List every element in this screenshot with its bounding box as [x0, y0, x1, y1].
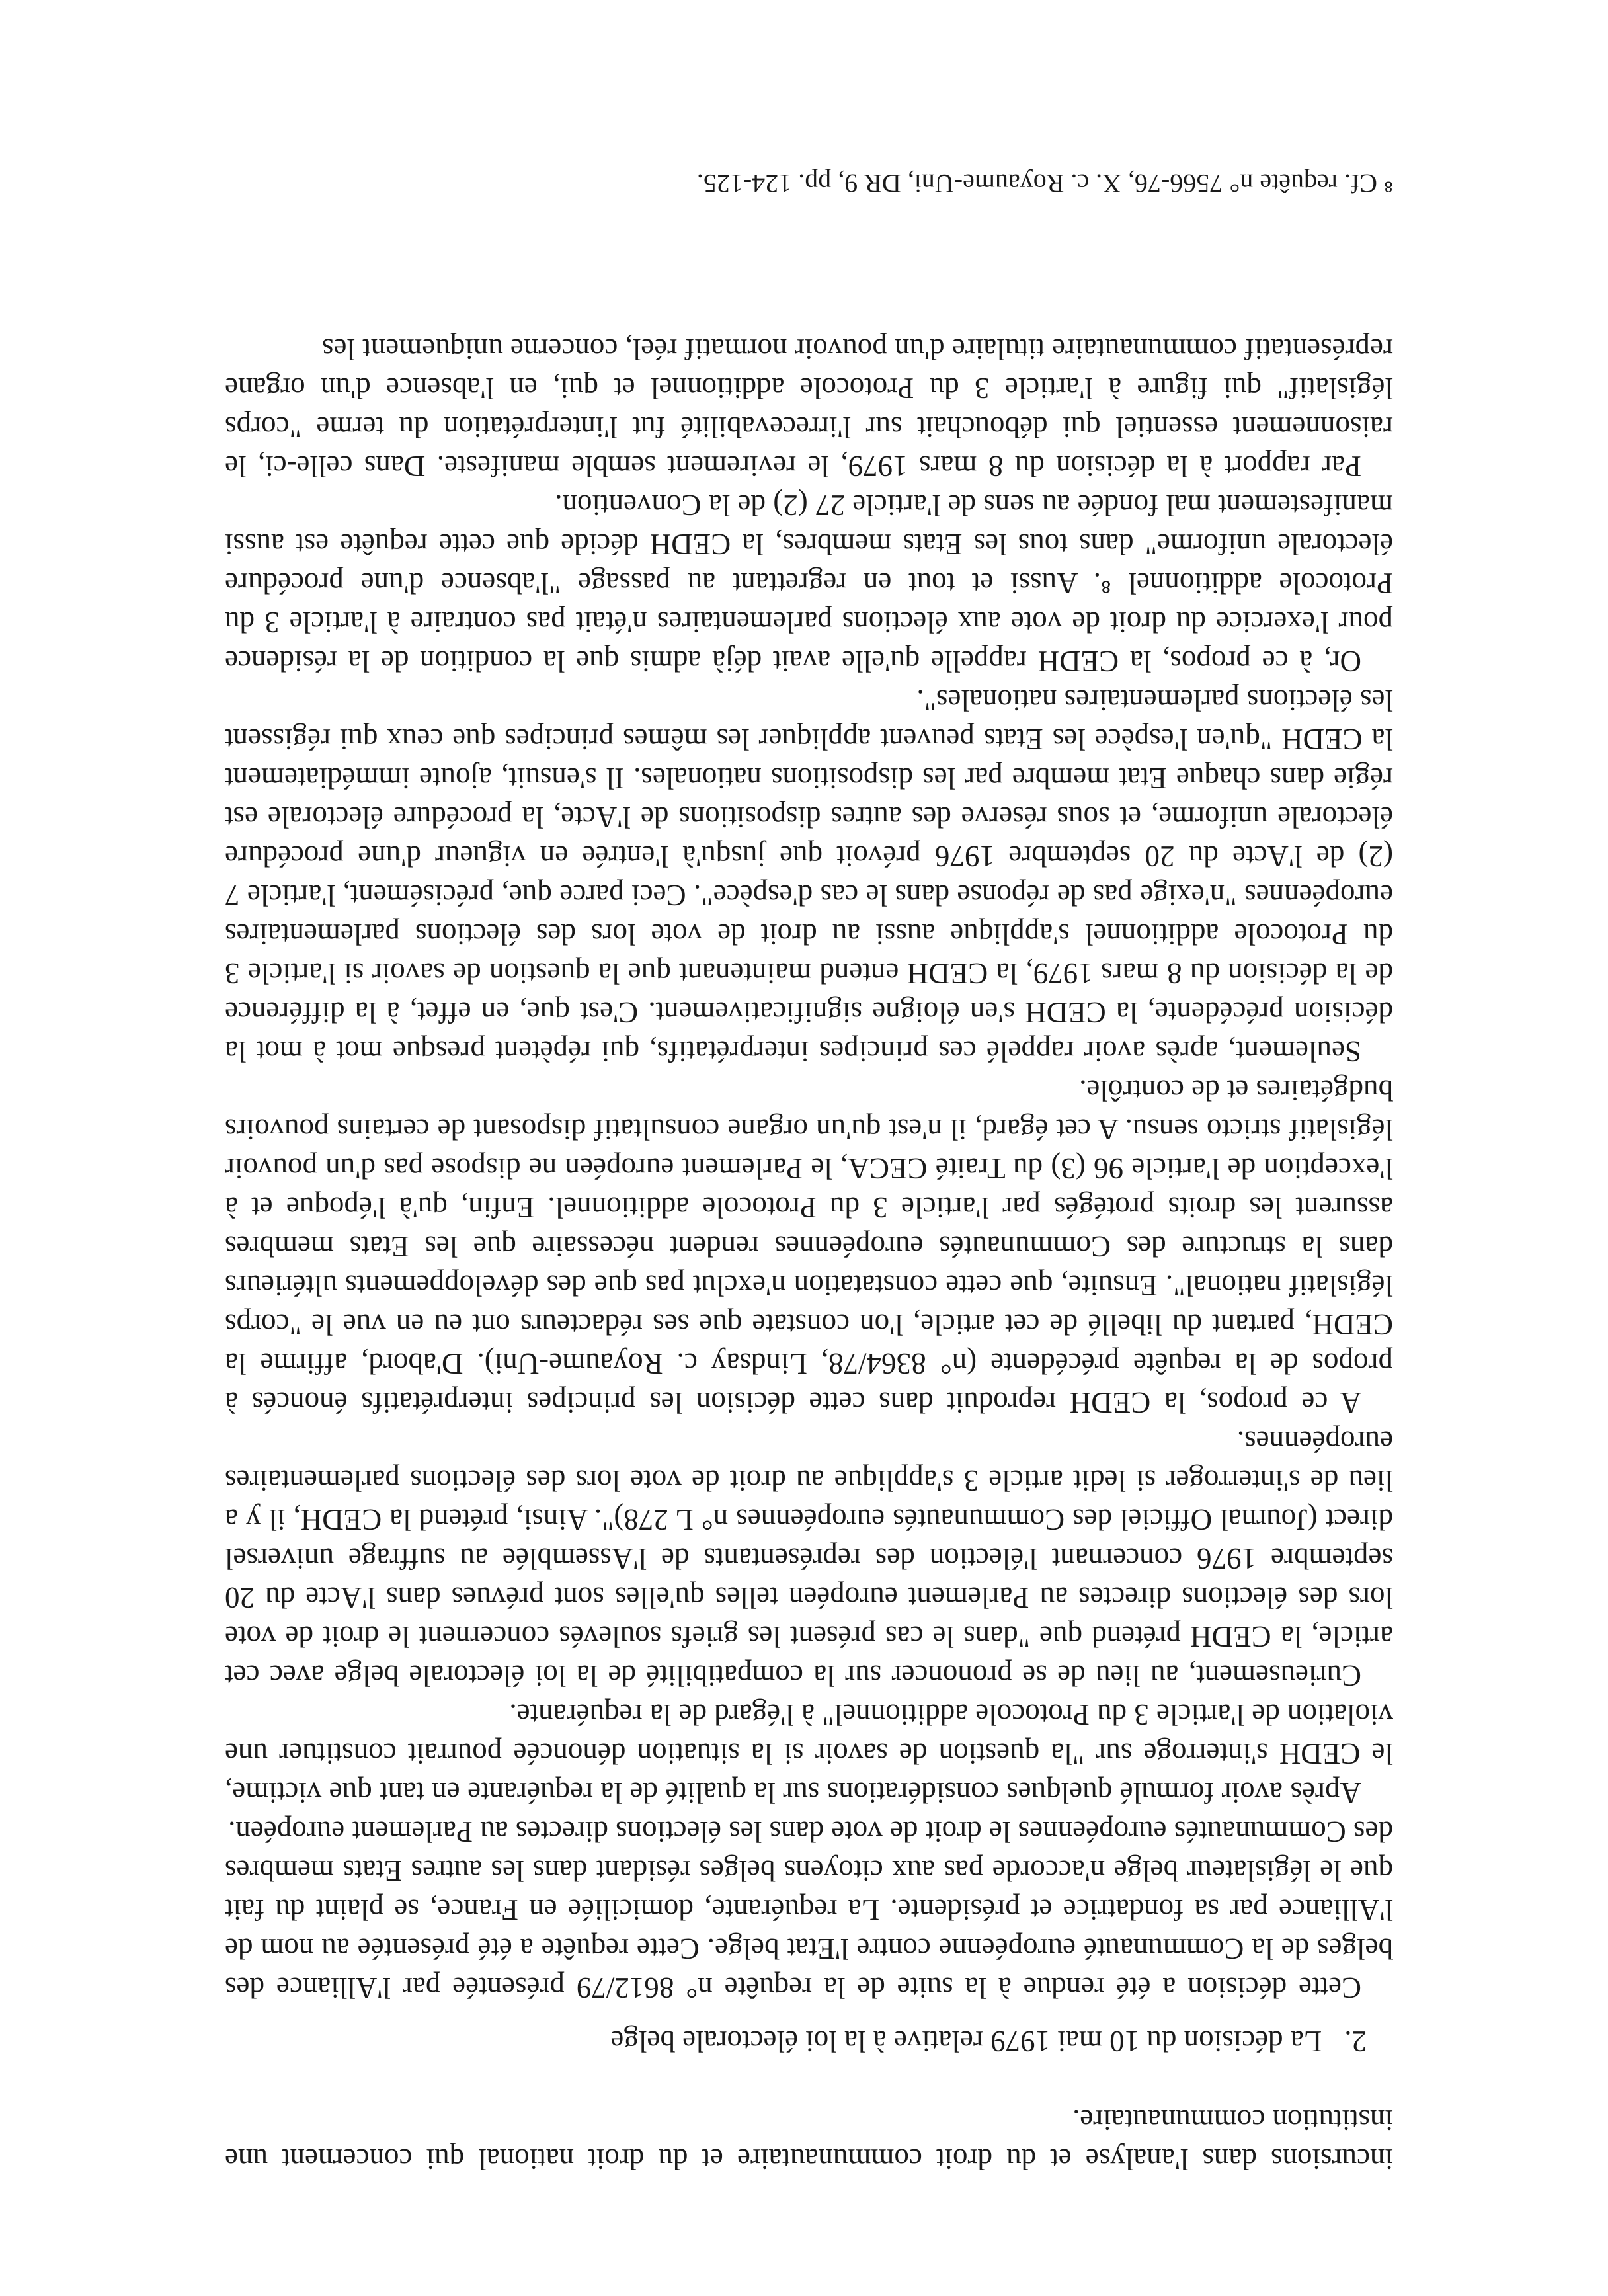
body-paragraph: Or, à ce propos, la CEDH rappelle qu'elle avait déjà admis que la condition de la résidence pour l'exercice du droit de vote aux élections parlementaires n'était pas contraire à l'article 3 du Protocole additionnel ⁸. Aussi et tout en regrettant au passage "l'absence d'une procédure électorale uniforme" dans tous les Etats membres, la CEDH décide que cette requête est aussi manifestement mal fondée au sens de l'article 27 (2) de la Convention.	[225, 489, 1393, 678]
body-paragraph: Seulement, après avoir rappelé ces principes interprétatifs, qui répètent presque mot à mot la décision précédente, la CEDH s'en éloigne significativement. C'est que, en effet, à la différence de la décision du 8 mars 1979, la CEDH entend maintenant que la question de savoir si l'article 3 du Protocole additionnel s'applique aussi au droit de vote lors des élections parlementaires européennes "n'exige pas de réponse dans le cas d'espèce". Ceci parce que, précisément, l'article 7 (2) de l'Acte du 20 septembre 1976 prévoit que jusqu'à l'entrée en vigueur d'une procédure électorale uniforme, et sous réserve des autres dispositions de l'Acte, la procédure électorale est régie dans chaque Etat membre par les dispositions nationales. Il s'ensuit, ajoute immédiatement la CEDH "qu'en l'espèce les Etats peuvent appliquer les mêmes principes que ceux qui régissent les élections parlementaires nationales".	[225, 684, 1393, 1068]
body-paragraph: Curieusement, au lieu de se prononcer sur la compatibilité de la loi électorale belge avec cet article, la CEDH prétend que "dans le cas présent les griefs soulevés concernent le droit de vote lors des élections directes au Parlement européen telles qu'elles sont prévues dans l'Acte du 20 septembre 1976 concernant l'élection des représentants de l'Assemblée au suffrage universel direct (Journal Officiel des Communautés européennes n° L 278)". Ainsi, prétend la CEDH, il y a lieu de s'interroger si ledit article 3 s'applique au droit de vote lors des élections parlementaires européennes.	[225, 1425, 1393, 1692]
body-paragraph: A ce propos, la CEDH reproduit dans cette décision les principes interprétatifs énoncés à propos de la requête précédente (n° 8364/78, Lindsay c. Royaume-Uni). D'abord, affirme la CEDH, partant du libellé de cet article, l'on constate que ses rédacteurs ont eu en vue le "corps législatif national". Ensuite, que cette constatation n'exclut pas que des développements ultérieurs dans la structure des Communautés européennes rendent nécessaire que les Etats membres assurent les droits protégés par l'article 3 du Protocole additionnel. Enfin, qu'à l'époque et à l'exception de l'article 96 (3) du Traité CECA, le Parlement européen ne dispose pas d'un pouvoir législatif stricto sensu. A cet égard, il n'est qu'un organe consultatif disposant de certains pouvoirs budgétaires et de contrôle.	[225, 1074, 1393, 1419]
body-paragraph: Cette décision a été rendue à la suite de la requête n° 8612/79 présentée par l'Alliance des belges de la Communauté européenne contre l'Etat belge. Cette requête a été présentée au nom de l'Alliance par sa fondatrice et présidente. La requérante, domiciliée en France, se plaint du fait que le législateur belge n'accorde pas aux citoyens belges résidant dans les autres Etats membres des Communautés européennes le droit de vote dans les élections directes au Parlement européen.	[225, 1815, 1393, 2004]
body-paragraph: Après avoir formulé quelques considérations sur la qualité de la requérante en tant que victime, le CEDH s'interroge sur "la question de savoir si la situation dénoncée pourrait constituer une violation de l'article 3 du Protocole additionnel" à l'égard de la requérante.	[225, 1698, 1393, 1809]
footnote: ⁸ Cf. requête n° 7566-76, X. c. Royaume-Uni, DR 9, pp. 124-125.	[696, 169, 1393, 198]
body-paragraph: Par rapport à la décision du 8 mars 1979, le revirement semble manifeste. Dans celle-ci, le raisonnement essentiel qui débouchait sur l'irrecevabilité fut l'interprétation du terme "corps législatif" qui figure à l'article 3 du Protocole additionnel et qui, en l'absence d'un organe représentatif communautaire titulaire d'un pouvoir normatif réel, concerne uniquement les	[225, 333, 1393, 483]
intro-paragraph: incursions dans l'analyse et du droit communautaire et du droit national qui concernent une institution communautaire.	[225, 2104, 1393, 2176]
section-number: 2.	[1344, 2025, 1367, 2058]
section-title: La décision du 10 mai 1979 relative à la loi électorale belge	[610, 2025, 1322, 2058]
section-heading	[225, 2022, 1393, 2061]
